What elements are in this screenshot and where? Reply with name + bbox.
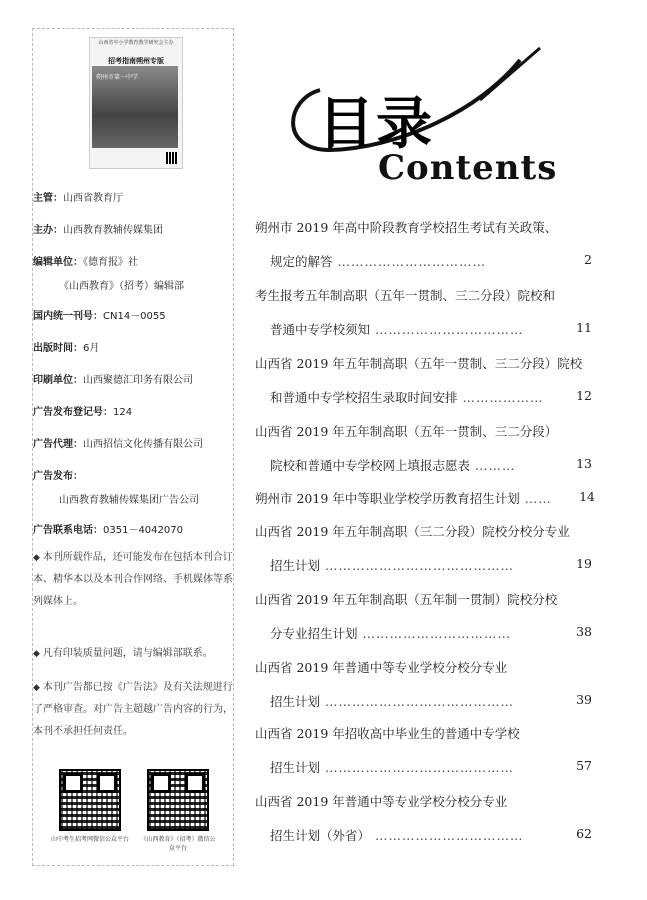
info-sponsor: 主办：山西教育教辅传媒集团 [33,225,163,236]
toc-item-7-line1[interactable]: 山西省 2019 年五年制高职（五年制一贯制）院校分校 [255,592,558,607]
cover-photo [92,66,178,148]
toc-item-8-line2[interactable]: 招生计划 …………………………………… 39 [270,692,592,709]
cover-qr-icon [166,152,178,164]
diamond-icon: ◆ [33,649,43,659]
sidebar-panel [32,28,234,866]
toc-item-1-line2[interactable]: 规定的解答 …………………………… 2 [270,252,592,269]
toc-item-2-line1[interactable]: 考生报考五年制高职（五年一贯制、三二分段）院校和 [255,288,556,303]
title-english: Contents [378,148,558,188]
toc-item-8-line1[interactable]: 山西省 2019 年普通中等专业学校分校分专业 [255,660,508,675]
note-ad-law: ◆ 本刊广告都已按《广告法》及有关法规进行了严格审查。对广告主超越广告内容的行为，本刊不承担任何责任。 [33,682,233,737]
info-ad-phone: 广告联系电话：0351－4042070 [33,525,183,536]
toc-item-3-line1[interactable]: 山西省 2019 年五年制高职（五年一贯制、三二分段）院校 [255,356,583,371]
toc-item-2-line2[interactable]: 普通中专学校须知 …………………………… 11 [270,320,592,337]
toc-item-3-line2[interactable]: 和普通中专学校招生录取时间安排 ……………… 12 [270,388,592,405]
cover-top-text: 山西省中小学教育教学研究会主办 [98,40,174,46]
qr-code-icon [59,769,121,831]
qr-caption: 山中考生招考网微信公众平台 [50,836,129,843]
toc-item-6-line1[interactable]: 山西省 2019 年五年制高职（三二分段）院校分校分专业 [255,524,570,539]
info-publish-time: 出版时间：6月 [33,343,100,354]
diamond-icon: ◆ [33,683,43,693]
info-ad-publish: 广告发布： [33,471,83,482]
toc-item-4-line2[interactable]: 院校和普通中专学校网上填报志愿表 ……… 13 [270,456,592,473]
cover-photo-text: 朔州市第一中学 [96,74,139,81]
magazine-cover [89,37,183,169]
info-editor: 编辑单位：《德育报》社 [33,257,138,268]
note-quality: ◆ 凡有印装质量问题，请与编辑部联系。 [33,648,213,659]
info-ad-agent: 广告代理：山西招信文化传播有限公司 [33,439,203,450]
toc-item-10-line2[interactable]: 招生计划（外省） …………………………… 62 [270,826,592,843]
toc-item-6-line2[interactable]: 招生计划 …………………………………… 19 [270,556,592,573]
info-ad-reg: 广告发布登记号：124 [33,407,133,418]
diamond-icon: ◆ [33,553,43,563]
qr-code-icon [147,769,209,831]
toc-item-9-line2[interactable]: 招生计划 …………………………………… 57 [270,758,592,775]
title-chinese: 目录 [318,92,434,157]
toc-item-9-line1[interactable]: 山西省 2019 年招收高中毕业生的普通中专学校 [255,726,520,741]
toc-item-10-line1[interactable]: 山西省 2019 年普通中等专业学校分校分专业 [255,794,508,809]
info-printer: 印刷单位：山西聚德汇印务有限公司 [33,375,193,386]
note-reprint: ◆ 本刊所载作品，还可能发布在包括本刊合订本、精华本以及本刊合作网络、手机媒体等系列媒体上。 [33,552,233,607]
info-supervisor: 主管：山西省教育厅 [33,193,123,204]
toc-item-7-line2[interactable]: 分专业招生计划 …………………………… 38 [270,624,592,641]
toc-item-4-line1[interactable]: 山西省 2019 年五年制高职（五年一贯制、三二分段） [255,424,558,439]
info-editor-2: 《山西教育》（招考）编辑部 [59,281,184,292]
qr-caption: 《山西教育》（招考）微信公众平台 [140,836,216,852]
toc-item-5[interactable]: 朔州市 2019 年中等职业学校学历教育招生计划 …… 14 [255,489,595,506]
cover-title: 招考指南朔州专版 [108,57,164,65]
info-issn: 国内统一刊号：CN14－0055 [33,311,166,322]
info-ad-company: 山西教育教辅传媒集团广告公司 [59,495,199,506]
toc-item-1-line1[interactable]: 朔州市 2019 年高中阶段教育学校招生考试有关政策、 [255,220,558,235]
